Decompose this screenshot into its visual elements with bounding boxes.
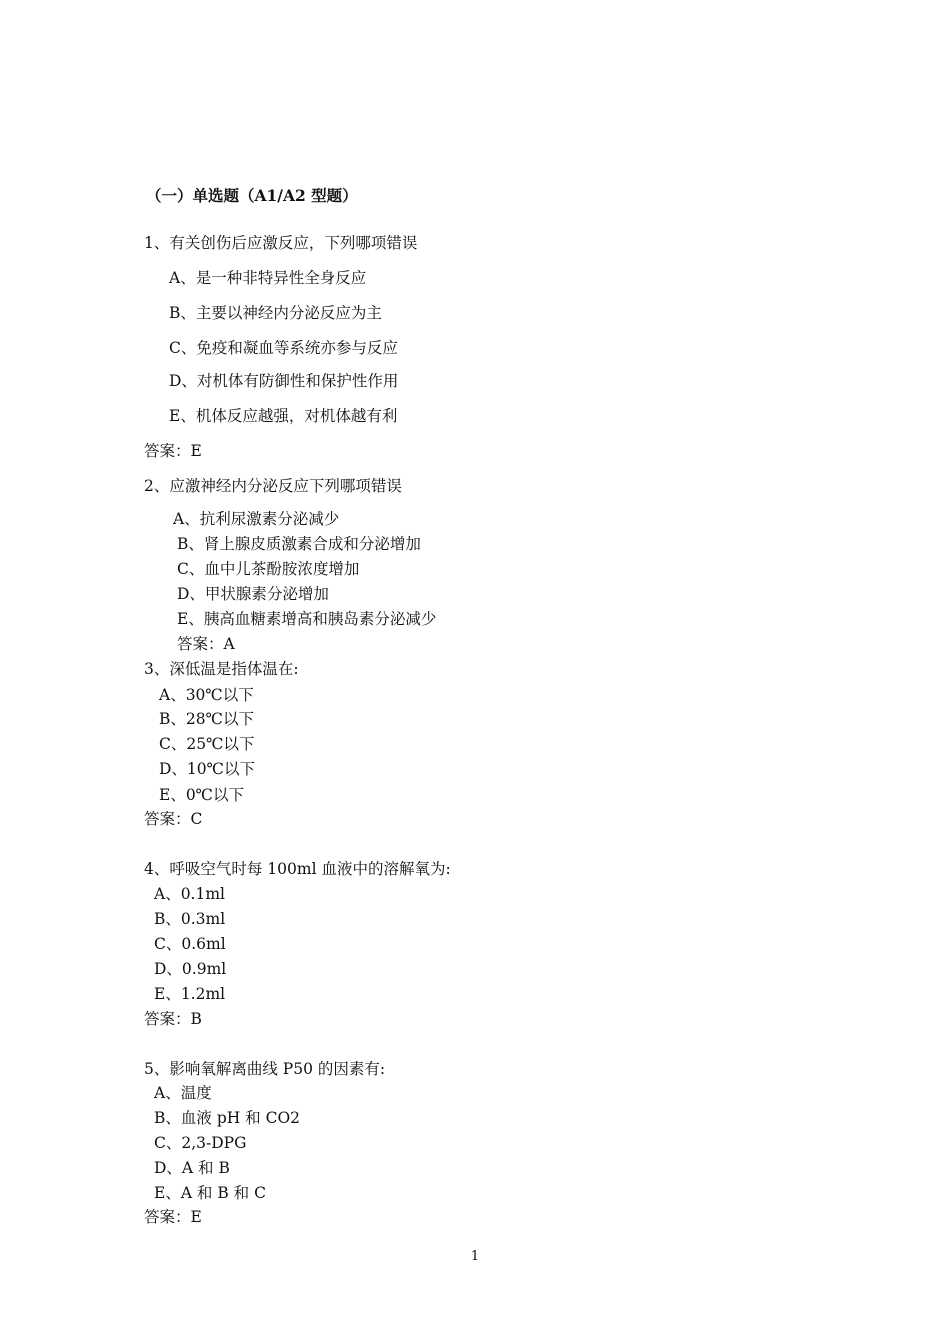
answer: 答案：A <box>177 635 235 653</box>
option-e: E、机体反应越强，对机体越有利 <box>169 407 398 425</box>
option-a: A、0.1ml <box>154 885 225 903</box>
option-b: B、主要以神经内分泌反应为主 <box>169 304 382 322</box>
option-b: B、血液 pH 和 CO2 <box>154 1109 301 1127</box>
option-b: B、28℃以下 <box>159 710 254 728</box>
option-d: D、甲状腺素分泌增加 <box>177 585 329 603</box>
answer: 答案：E <box>144 1208 202 1226</box>
option-e: E、1.2ml <box>154 985 226 1003</box>
page-number: 1 <box>470 1249 480 1264</box>
option-a: A、是一种非特异性全身反应 <box>169 269 367 287</box>
option-e: E、A 和 B 和 C <box>154 1184 266 1202</box>
question-stem: 5、影响氧解离曲线 P50 的因素有: <box>144 1060 386 1078</box>
option-d: D、0.9ml <box>154 960 227 978</box>
option-a: A、温度 <box>154 1084 212 1102</box>
option-e: E、0℃以下 <box>159 786 245 804</box>
option-b: B、肾上腺皮质激素合成和分泌增加 <box>177 535 421 553</box>
option-c: C、2,3-DPG <box>154 1134 247 1152</box>
answer: 答案：B <box>144 1010 202 1028</box>
option-e: E、胰高血糖素增高和胰岛素分泌减少 <box>177 610 437 628</box>
option-d: D、对机体有防御性和保护性作用 <box>169 372 399 390</box>
option-c: C、血中儿茶酚胺浓度增加 <box>177 560 360 578</box>
option-b: B、0.3ml <box>154 910 226 928</box>
option-c: C、0.6ml <box>154 935 226 953</box>
option-d: D、A 和 B <box>154 1159 230 1177</box>
option-c: C、25℃以下 <box>159 735 255 753</box>
answer: 答案：C <box>144 810 203 828</box>
answer: 答案：E <box>144 442 202 460</box>
question-stem: 4、呼吸空气时每 100ml 血液中的溶解氧为: <box>144 860 451 878</box>
option-d: D、10℃以下 <box>159 760 255 778</box>
option-a: A、抗利尿激素分泌减少 <box>173 510 340 528</box>
question-stem: 2、应激神经内分泌反应下列哪项错误 <box>144 477 402 495</box>
question-stem: 1、有关创伤后应激反应，下列哪项错误 <box>144 234 418 252</box>
question-stem: 3、深低温是指体温在: <box>144 660 299 678</box>
section-title: （一）单选题（A1/A2 型题） <box>146 186 358 205</box>
option-a: A、30℃以下 <box>159 686 254 704</box>
option-c: C、免疫和凝血等系统亦参与反应 <box>169 339 398 357</box>
